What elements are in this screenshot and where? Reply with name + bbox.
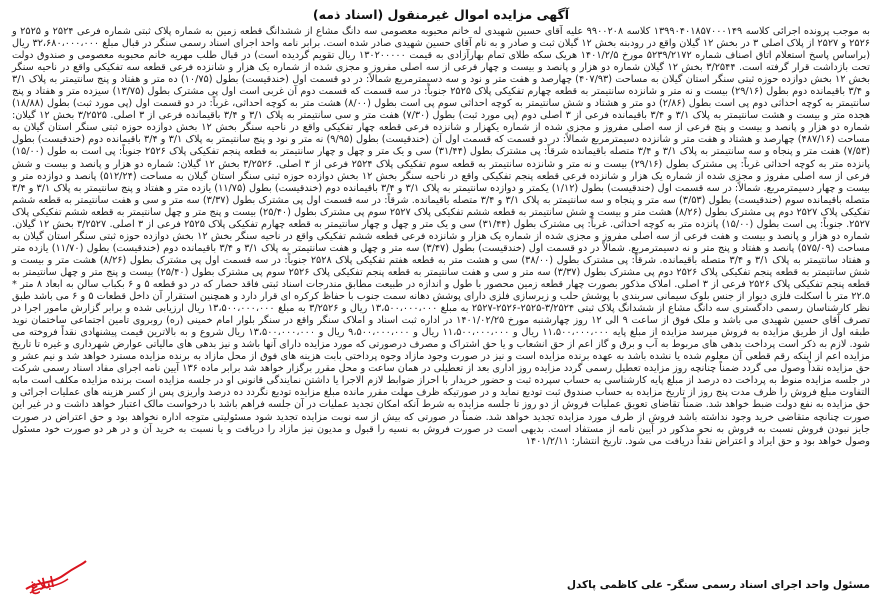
red-stamp-icon bbox=[20, 555, 90, 597]
stamp-text: ابلاغ bbox=[28, 574, 56, 596]
notice-footer bbox=[12, 557, 870, 597]
notice-title: آگهی مزایده اموال غیرمنقول (اسناد ذمه) bbox=[312, 7, 570, 22]
notice-body: به موجب پرونده اجرائی کلاسه ۱۳۹۹۰۴۰۱۸۵۷۰۰۰۱۴۹ کلاسه ۹۹۰۰۲۰۸ علیه آقای حسین شهیدی له خانم محبوبه معصومی سه دانگ مشاع از ششدانگ قطعه زمین به شماره پلاک ثبتی شماره فرعی ۲۵۲۴ و ۲۵۲۵ و ۲۵۲۶ و ۲۵۲۷ از پلاک اصلی ۳ در بخش ۱۲ گیلان واقع در رودبنه بخش ۱۲ گیلان ثبت و صادر و به نام آقای حسین شهیدی صادر شده است. برابر نامه واحد اجرای اسناد رسمی سنگر در قبال مبلغ ۳۲،۶۸۰،۰۰۰،۰۰۰ ریال (براساس پاسخ استعلام اتاق اصناف شماره ۵۲۳۹/۲۱۷۲ مورخ ۱۴۰۱/۲/۵ هریک سکه طلای تمام بهارآزادی به قیمت ۱۳۰۲۰۰۰۰۰ ریال تقویم گردیده است) در قبال طلب مهریه خانم محبوبه معصومی و صندوق دولت تحت بازداشت قرار گرفته است. ۳/۲۵۴۴ بخش ۱۲ گیلان شماره دو هزار و پانصد و بیست و چهار فرعی از سه اصلی مفروز و مجزی شده از شماره یک هزار و شانزده فرعی قطعه سه تفکیکی واقع در ناحیه سنگر بخش ۱۲ بخش دوازده حوزه ثبتی سنگر استان گیلان به مساحت (۴۰۷/۹۳) چهارصد و هفت متر و نود و سه دسیمترمربع شمالاً: در دو قسمت اول (خندقیست) بطول (۱۰/۷۵) ده متر و هفتاد و پنج سانتیمتر به پلاک ۳/۱ و ۳/۴ باقیمانده دوم بطول (۲۹/۱۶) بیست و نه متر و شانزده سانتیمتر به قطعه چهارم تفکیکی پلاک ۲۵۲۵ جنوباً: در سه قسمت که قسمت دوم آن غربی است اول پی مشترک بطول (۱۳/۷۵) سیزده متر و هفتاد و پنج سانتیمتر به کوچه احداثی دوم پی است بطول (۲/۸۶) دو متر و هشتاد و شش سانتیمتر به کوچه احداثی سوم پی است بطول (۸/۰۰) هشت متر به کوچه احداثی، غرباً: در دو قسمت اول (پی مورد ثبت) بطول (۱۸/۸۸) هجده متر و بیست و هشت سانتیمتر به پلاک ۳/۱ و ۳/۴ باقیمانده فرعی از ۳ اصلی دوم (پی مورد ثبت) بطول (۷/۳۰) هفت متر و سی سانتیمتر به پلاک ۳/۱ و ۳/۴ باقیمانده فرعی از ۳ اصلی. ۳/۲۵۲۵ بخش ۱۲ گیلان: شماره دو هزار و پانصد و بیست و پنج فرعی از سه اصلی مفروز و مجزی شده از شماره یکهزار و شانزده فرعی قطعه چهار تفکیکی واقع در ناحیه سنگر بخش ۱۲ بخش دوازده حوزه ثبتی سنگر استان گیلان به مساحت (۴۸۷/۱۶) چهارصد و هشتاد و هفت متر و شانزده دسیمترمربع شمالاً: در دو قسمت که قسمت اول آن (خندقیست) بطول (۹/۹۵) نه متر و نود و پنج سانتیمتر به پلاک ۳/۱ و ۳/۴ باقیمانده دوم (خندقیست) بطول (۷/۵۳) هفت متر و پنجاه و سه سانتیمتر به پلاک ۳/۱ و ۳/۴ متصله باقیمانده شرقاً: پی مشترک بطول (۳۱/۴۴) سی و یک متر و چهل و چهار سانتیمتر به قطعه پنجم تفکیکی پلاک ۲۵۲۶ جنوباً: پی است به طول (۱۵/۰۰) پانزده متر به کوچه احداثی غرباً: پی مشترک بطول (۲۹/۱۶) بیست و نه متر و شانزده سانتیمتر به قطعه سوم تفکیکی پلاک ۲۵۲۴ فرعی از ۳ اصلی. ۳/۲۵۲۶ بخش ۱۲ گیلان: شماره دو هزار و پانصد و بیست و شش فرعی از سه اصلی مفروز و مجزی شده از شماره یک هزار و شانزده فرعی قطعه پنجم تفکیکی واقع در ناحیه سنگر بخش ۱۲ بخش دوازده حوزه ثبتی سنگر استان گیلان به مساحت (۵۱۲/۲۴) پانصد و دوازده متر و بیست و چهار دسیمترمربع. شمالاً: در سه قسمت اول (خندقیست) بطول (۱/۱۲) یکمتر و دوازده سانتیمتر به پلاک ۳/۱ و ۳/۴ باقیمانده دوم (خندقیست) بطول (۱۱/۷۵) یازده متر و هفتاد و پنج سانتیمتر به پلاک ۳/۱ و ۳/۴ متصله باقیمانده سوم (خندقیست) بطول (۳/۵۳) سه متر و پنجاه و سه سانتیمتر به پلاک ۳/۱ و ۳/۴ متصله باقیمانده. شرقاً: در سه قسمت اول پی مشترک بطول (۳/۳۷) سه متر و سی و هفت سانتیمتر به قطعه ششم تفکیکی پلاک ۲۵۲۷ دوم پی مشترک بطول (۸/۲۶) هشت متر و بیست و شش سانتیمتر به قطعه ششم تفکیکی پلاک ۲۵۲۷ سوم پی مشترک بطول (۲۵/۴۰) بیست و پنج متر و چهل سانتیمتر به قطعه ششم تفکیکی پلاک ۲۵۲۷. جنوباً: پی است بطول (۱۵/۰۰) پانزده متر به کوچه احداثی. غرباً: پی مشترک بطول (۳۱/۴۴) سی و یک متر و چهل و چهار سانتیمتر به قطعه چهارم تفکیکی پلاک ۲۵۲۵ فرعی از ۳ اصلی. ۳/۲۵۲۷ بخش ۱۲ گیلان. شماره دو هزار و پانصد و بیست و هفت فرعی از سه اصلی مفروز و مجزی شده از شماره یک هزار و شانزده فرعی قطعه ششم تفکیکی واقع در ناحیه سنگر بخش ۱۲ بخش دوازده حوزه ثبتی سنگر استان گیلان به مساحت (۵۷۵/۰۹) پانصد و هفتاد و پنج متر و نه دسیمترمربع. شمالاً در دو قسمت اول (خندقیست) بطول (۳/۴۷) سه متر و چهل و هفت سانتیمتر به پلاک ۳/۱ و ۳/۴ باقیمانده دوم (خندقیست) بطول (۱۱/۷۰) یازده متر و هفتاد سانتیمتر به پلاک ۳/۱ و ۳/۴ متصله باقیمانده. شرقاً: پی مشترک بطول (۳۸/۰۰) سی و هشت متر به قطعه هفتم تفکیکی پلاک ۲۵۲۸ جنوباً: در سه قسمت اول پی مشترک بطول (۸/۲۶) هشت متر و بیست و شش سانتیمتر به قطعه پنجم تفکیکی پلاک ۲۵۲۶ دوم پی مشترک بطول (۳/۳۷) سه متر و سی و هفت سانتیمتر به قطعه پنجم تفکیکی پلاک ۲۵۲۶ سوم پی مشترک بطول (۲۵/۴۰) بیست و پنج متر و چهل سانتیمتر به قطعه پنجم تفکیکی پلاک ۲۵۲۶ فرعی از ۳ اصلی. املاک مذکور بصورت چهار قطعه زمین محصور با طول و اندازه در طبیعت مطابق مندرجات اسناد ثبتی فاقد حصار که در دو قطعه ۵ و ۶ بکباب سالن به ابعاد ۸ متر * ۲۲.۵ متر با اسکلت فلزی دیوار از جنس بلوک سیمانی سربندی با پوشش حلب و زیرسازی فلزی دارای پوشش دهانه سمت جنوب با حفاظ کرکره ای قرار دارد و همچنین استقرار آن داخل قطعات ۵ و ۶ می باشد طبق نظر کارشناسان رسمی دادگستری سه دانگ مشاع از ششدانگ پلاک ثبتی ۳/۲۵۲۴-۲۵۲۵-۲۵۲۶-۲۵۲۷ به مبلغ ۱۳،۵۰۰،۰۰۰،۰۰۰ ریال و ۳/۲۵۲۶ به مبلغ ۱۳،۵۰۰،۰۰۰،۰۰۰ ریال ارزیابی شده و برابر گزارش مامور اجرا در تصرف آقای حسین شهیدی می باشد و ملک فوق از ساعت ۹ الی ۱۲ روز چهارشنبه مورخ ۱۴۰۱/۰۲/۲۵ در اداره ثبت اسناد و املاک سنگر واقع در سنگر بلوار امام خمینی (ره) روبروی تامین اجتماعی ساختمان نوید طبقه اول از طریق مزایده به فروش میرسد مزایده از مبلغ پایه ۱۱،۵۰۰،۰۰۰،۰۰۰ ریال و ۱۱،۵۰۰،۰۰۰،۰۰۰ ریال و ۹،۵۰۰،۰۰۰،۰۰۰ ریال و ۱۳،۵۰۰،۰۰۰،۰۰۰ ریال شروع و به بالاترین قیمت پیشنهادی نقداً فروخته می شود. لازم به ذکر است پرداخت بدهی های مربوط به آب و برق و گاز اعم از حق انشعاب و یا حق اشتراک و مصرف درصورتی که مورد مزایده دارای آنها باشد و نیز بدهی های مالیاتی عوارض شهرداری و غیره تا تاریخ مزایده اعم از اینکه رقم قطعی آن معلوم شده یا نشده باشد به عهده برنده مزایده است و نیز در صورت وجود مازاد وجوه پرداختی بابت هزینه های فوق از محل مازاد به برنده مزایده مسترد خواهد شد و نیم عشر و حق مزایده نقداً وصول می گردد ضمناً چنانچه روز مزایده تعطیل رسمی گردد مزایده روز اداری بعد از تعطیلی در همان ساعت و محل مقرر برگزار خواهد شد برابر ماده ۱۳۶ آیین نامه اجرای مفاد اسناد رسمی شرکت در جلسه مزایده منوط به پرداخت ده درصد از مبلغ پایه کارشناسی به حساب سپرده ثبت و حضور خریدار با احراز ضوابط لازم الاجرا یا داشتن نمایندگی قانونی او در جلسه مزایده است برنده مزایده مکلف است مابه التفاوت مبلغ فروش را ظرف مدت پنج روز از تاریخ مزایده به حساب صندوق ثبت تودیع نماید و در صورتیکه ظرف مهلت مقرر مانده مبلغ مزایده تودیع نگردد ده درصد واریزی پس از کسر هزینه های عملیات اجرائی و حق مزایده به نفع دولت ضبط خواهد شد. ضمناً تقاضای تعویق عملیات فروش از دو روز تا جلسه مزایده به شرط آنکه امکان تجدید عملیات در آن جلسه فراهم باشد با درخواست مالک اعتبار خواهد داشت و در غیر این صورت چنانچه متقاضی خرید وجود نداشته باشد فروش از طرف مورد مزایده تجدید خواهد شد. ضمناً در صورتی که بیش از سه نوبت مزایده تجدید شود مسئولیتی متوجه اداره نخواهد بود و حق اعتراض در صورت جایز نبودن فروش نسبت به فروش به نحو مذکور در آیین نامه از مستفاد است. بدیهی است در صورت فروش به نسیه را قبول و مدیون نیز مازاد را دریافت و یا نسبت به خرید آن و در هر دو صورت خود مسئول وصول خواهد بود و حق ایراد و اعتراض نقداً دریافت می شود. تاریخ انتشار: ۱۴۰۱/۲/۱۱ bbox=[11, 26, 871, 447]
signer-line: مسئول واحد اجرای اسناد رسمی سنگر- علی کاظمی پاکدل bbox=[566, 579, 870, 591]
